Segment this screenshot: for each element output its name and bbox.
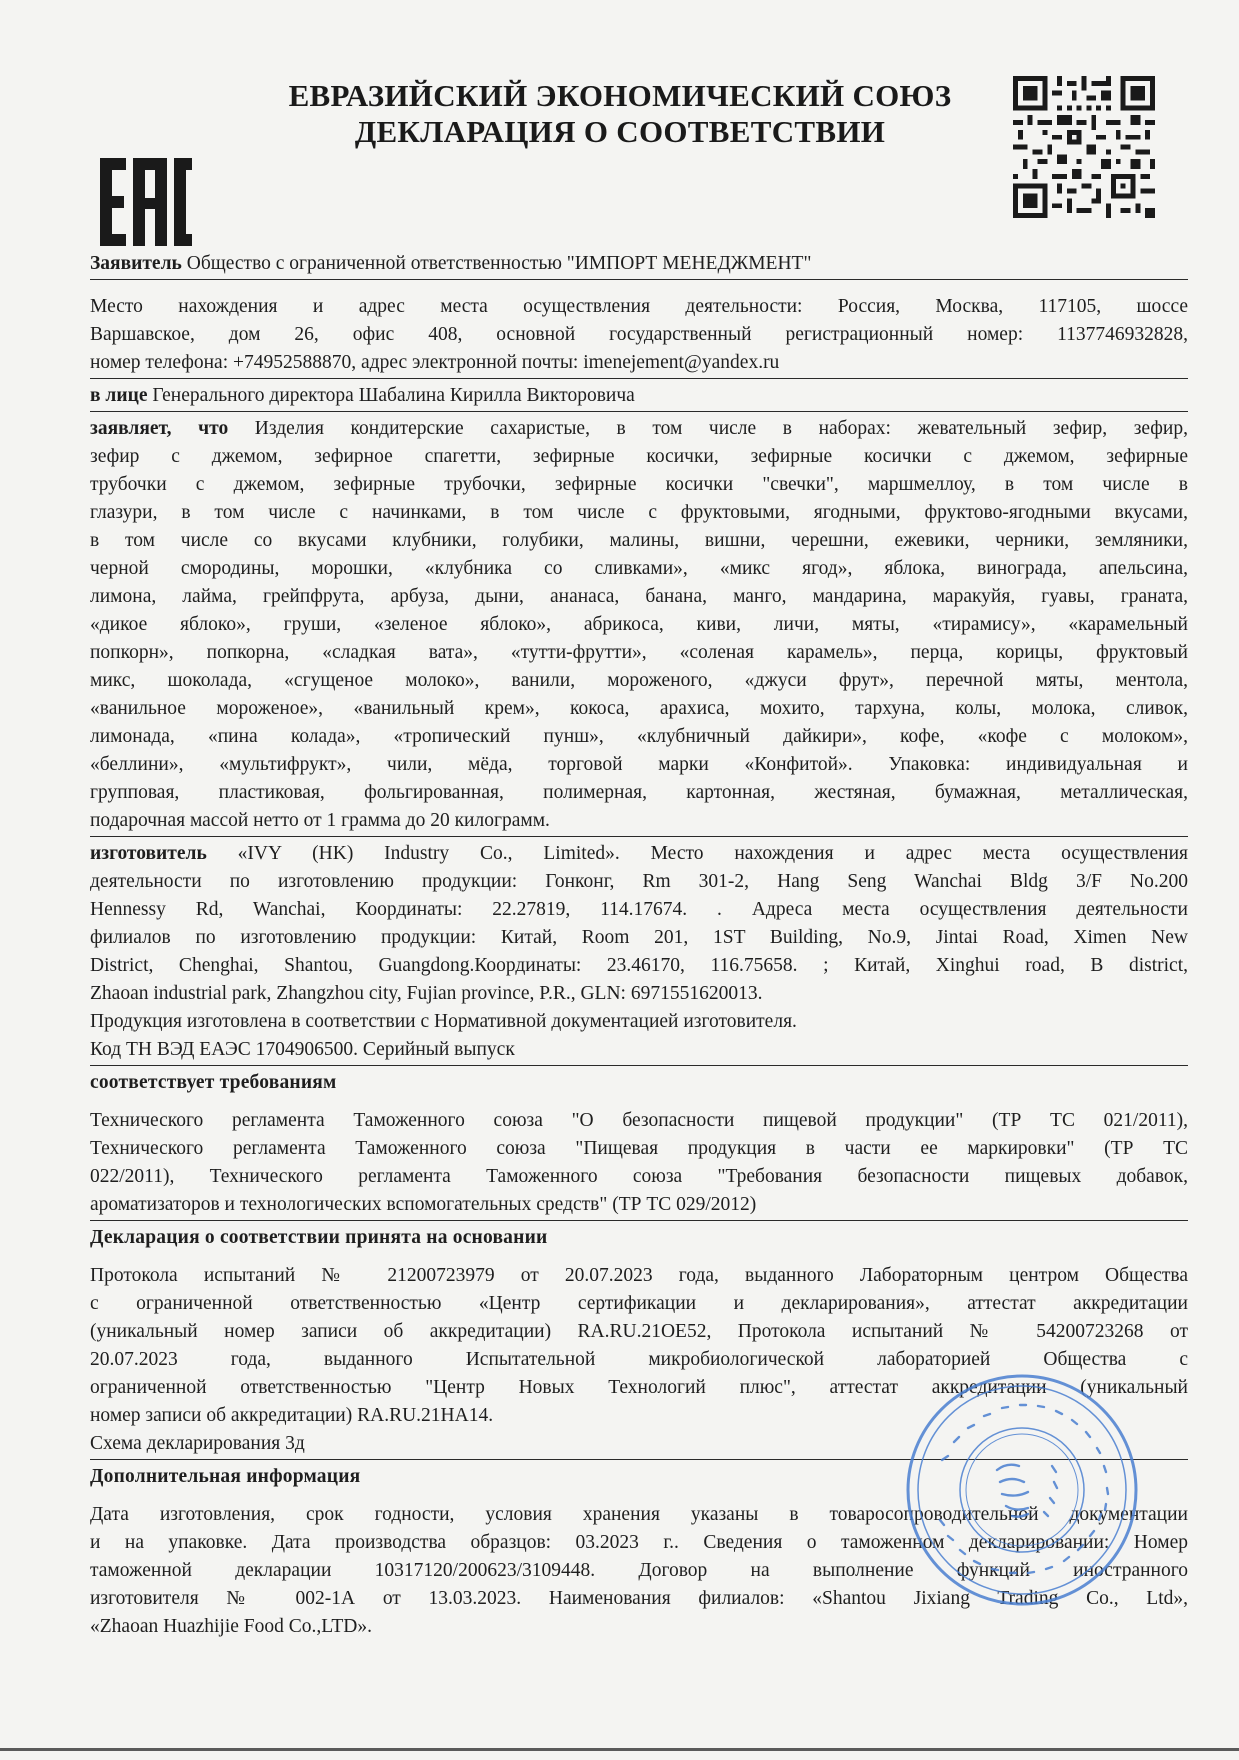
represented-section	[90, 382, 1188, 412]
title-declaration: ДЕКЛАРАЦИЯ О СООТВЕТСТВИИ	[354, 114, 886, 149]
declares-line: попкорн», попкорна, «сладкая вата», «тутти-фрутти», «соленая карамель», перца, корицы, фруктовый	[90, 642, 1188, 663]
manufacturer-line: филиалов по изготовлению продукции: Китай, Room 201, 1ST Building, No.9, Jintai Road, Ximen New	[90, 927, 1188, 948]
additional-line: таможенной декларации 10317120/200623/3109448. Договор на выполнение функций иностранного	[90, 1560, 1188, 1581]
requirements-line: Технического регламента Таможенного союза "Пищевая продукция в части ее маркировки" (ТР ТС	[90, 1138, 1188, 1159]
address-line: Варшавское, дом 26, офис 408, основной государственный регистрационный номер: 1137746932828,	[90, 324, 1188, 345]
manufacturer-line: District, Chenghai, Shantou, Guangdong.Координаты: 23.46170, 116.75658. ; Китай, Xinghui road, B district,	[90, 955, 1188, 976]
basis-line: ограниченной ответственностью "Центр Новых Технологий плюс", аттестат аккредитации (уникальный	[90, 1377, 1188, 1398]
hs-code-text: Код ТН ВЭД ЕАЭС 1704906500. Серийный выпуск	[90, 1039, 515, 1060]
requirements-line: ароматизаторов и технологических вспомогательных средств" (ТР ТС 029/2012)	[90, 1194, 757, 1215]
declaration-body	[90, 250, 1188, 1641]
manufacturer-line: деятельности по изготовлению продукции: Гонконг, Rm 301-2, Hang Seng Wanchai Bldg 3/F No.200	[90, 871, 1188, 892]
address-line: номер телефона: +74952588870, адрес электронной почты: imenejement@yandex.ru	[90, 352, 780, 373]
represented-label: в лице	[90, 385, 148, 406]
basis-line: 20.07.2023 года, выданного Испытательной микробиологической лабораторией Общества с	[90, 1349, 1188, 1370]
applicant-section	[90, 250, 1188, 280]
hs-code-section	[90, 1036, 1188, 1066]
declares-line: подарочная массой нетто от 1 грамма до 20 килограмм.	[90, 810, 550, 831]
declares-line: трубочки с джемом, зефирные трубочки, зефирные косички "свечки", маршмеллоу, в том числе в	[90, 474, 1188, 495]
additional-section	[90, 1501, 1188, 1641]
declares-line: лимона, лайма, грейпфрута, арбуза, дыни, ананаса, банана, манго, мандарина, маракуйя, гуавы, граната,	[90, 586, 1188, 607]
basis-line: с ограниченной ответственностью «Центр сертификации и декларирования», аттестат аккредитации	[90, 1293, 1188, 1314]
address-section	[90, 293, 1188, 379]
declares-line: черной смородины, морошки, «клубника со сливками», «микс ягод», яблока, винограда, апельсина,	[90, 558, 1188, 579]
additional-line: «Zhaoan Huazhijie Food Co.,LTD».	[90, 1616, 372, 1637]
declares-section	[90, 415, 1188, 837]
basis-section	[90, 1262, 1188, 1430]
manufacturer-section	[90, 840, 1188, 1036]
title-union: ЕВРАЗИЙСКИЙ ЭКОНОМИЧЕСКИЙ СОЮЗ	[288, 78, 952, 113]
declares-line: групповая, пластиковая, фольгированная, полимерная, картонная, жестяная, бумажная, металлическая,	[90, 782, 1188, 803]
scan-bottom-edge	[0, 1748, 1239, 1751]
declares-line: зефир с джемом, зефирное спагетти, зефирные косички, зефирные косички с джемом, зефирные	[90, 446, 1188, 467]
basis-line: (уникальный номер записи об аккредитации) RA.RU.21OE52, Протокола испытаний № 54200723268 от	[90, 1321, 1188, 1342]
address-line: Место нахождения и адрес места осуществления деятельности: Россия, Москва, 117105, шоссе	[90, 296, 1188, 317]
declares-line: «ванильное мороженое», «ванильный крем», кокоса, арахиса, мохито, тархуна, колы, молока, сливок,	[90, 698, 1188, 719]
additional-label: Дополнительная информация	[90, 1466, 361, 1487]
declares-line: лимонада, «пина колада», «тропический пунш», «клубничный дайкири», кофе, «кофе с молоком»,	[90, 726, 1188, 747]
additional-line: и на упаковке. Дата производства образцов: 03.2023 г.. Сведения о таможенном декларировании: Номер	[90, 1532, 1188, 1553]
manufacturer-label: изготовитель	[90, 843, 207, 864]
declares-line: микс, шоколада, «сгущеное молоко», ванили, мороженого, «джуси фрут», перечной мяты, ментола,	[90, 670, 1188, 691]
declares-line: «беллини», «мультифрукт», чили, мёда, торговой марки «Конфитой». Упаковка: индивидуальная и	[90, 754, 1188, 775]
additional-line: Дата изготовления, срок годности, условия хранения указаны в товаросопроводительной документации	[90, 1504, 1188, 1525]
normative-text: Продукция изготовлена в соответствии с Нормативной документацией изготовителя.	[90, 1011, 797, 1032]
applicant-value: Общество с ограниченной ответственностью "ИМПОРТ МЕНЕДЖМЕНТ"	[181, 253, 812, 274]
basis-line: Протокола испытаний № 21200723979 от 20.07.2023 года, выданного Лабораторным центром Общества	[90, 1265, 1188, 1286]
document-header	[240, 78, 1000, 150]
declares-label: заявляет, что	[90, 418, 229, 439]
declares-line: в том числе со вкусами клубники, голубики, малины, вишни, черешни, ежевики, черники, земляники,	[90, 530, 1188, 551]
declares-text: Изделия кондитерские сахаристые, в том числе в наборах: жевательный зефир, зефир,	[228, 418, 1188, 439]
additional-line: изготовителя № 002-1А от 13.03.2023. Наименования филиалов: «Shantou Jixiang Trading Co., Ltd»,	[90, 1588, 1188, 1609]
requirements-line: 022/2011), Технического регламента Таможенного союза "Требования безопасности пищевых добавок,	[90, 1166, 1188, 1187]
requirements-line: Технического регламента Таможенного союза "О безопасности пищевой продукции" (ТР ТС 021/2011),	[90, 1110, 1188, 1131]
qr-code-icon	[1013, 76, 1155, 218]
scheme-section	[90, 1430, 1188, 1460]
requirements-section	[90, 1107, 1188, 1221]
applicant-label: Заявитель	[90, 253, 182, 274]
basis-line: номер записи об аккредитации) RA.RU.21HA14.	[90, 1405, 494, 1426]
scheme-text: Схема декларирования 3д	[90, 1433, 305, 1454]
manufacturer-text: «IVY (HK) Industry Co., Limited». Место нахождения и адрес места осуществления	[206, 843, 1188, 864]
represented-value: Генерального директора Шабалина Кирилла Викторовича	[147, 385, 635, 406]
declares-line: глазури, в том числе с начинками, в том числе с фруктовыми, ягодными, фруктово-ягодными вкусами,	[90, 502, 1188, 523]
requirements-label: соответствует требованиям	[90, 1072, 337, 1093]
basis-label: Декларация о соответствии принята на основании	[90, 1227, 548, 1248]
manufacturer-line: Hennessy Rd, Wanchai, Координаты: 22.27819, 114.17674. . Адреса места осуществления деятельности	[90, 899, 1188, 920]
declares-line: «дикое яблоко», груши, «зеленое яблоко», абрикоса, киви, личи, мяты, «тирамису», «карамельный	[90, 614, 1188, 635]
manufacturer-line: Zhaoan industrial park, Zhangzhou city, Fujian province, P.R., GLN: 6971551620013.	[90, 983, 763, 1004]
eac-logo	[100, 158, 192, 246]
